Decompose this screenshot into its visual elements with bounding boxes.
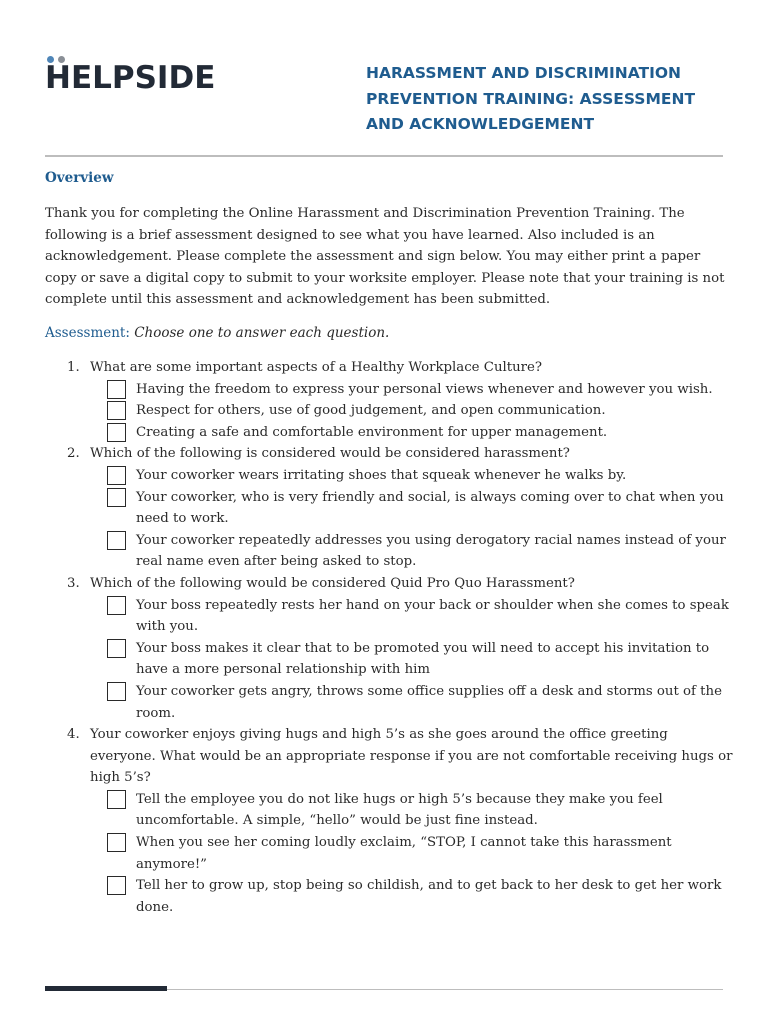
option-text: Your coworker repeatedly addresses you using derogatory racial names instead of your real name even after being asked to stop. — [136, 532, 726, 570]
overview-paragraph: Thank you for completing the Online Harassment and Discrimination Prevention Training. The following is a brief assessment designed to see what you have learned. Also included is an acknowledgement. Please complete the assessment and sign below. You may either print a paper copy or save a digital copy to submit to your worksite employer. Please note that your training is not complete until this assessment and acknowledgement has been submitted. — [45, 206, 725, 308]
option-text: Your boss makes it clear that to be promoted you will need to accept his invitation to have a more personal relationship with him — [136, 640, 710, 678]
question-4 — [45, 724, 735, 918]
question-3 — [45, 573, 735, 724]
answer-checkbox[interactable] — [107, 466, 126, 485]
helpside-logo — [45, 56, 240, 96]
answer-checkbox[interactable] — [107, 682, 126, 701]
assessment-instruction: Choose one to answer each question. — [134, 325, 390, 341]
title-line: HARASSMENT AND DISCRIMINATION — [366, 64, 682, 82]
answer-option — [136, 681, 735, 724]
answer-option — [136, 789, 735, 832]
question-2 — [45, 443, 735, 573]
document-title — [366, 61, 736, 138]
answer-option — [136, 400, 735, 422]
header-divider — [45, 155, 723, 157]
answer-option — [136, 595, 735, 638]
option-text: Creating a safe and comfortable environment for upper management. — [136, 424, 608, 440]
answer-option — [136, 465, 735, 487]
question-number: 4. — [67, 727, 80, 743]
answer-checkbox[interactable] — [107, 380, 126, 399]
question-list — [45, 357, 735, 918]
answer-checkbox[interactable] — [107, 876, 126, 895]
title-line: PREVENTION TRAINING: ASSESSMENT — [366, 89, 696, 108]
option-text: Your coworker gets angry, throws some office supplies off a desk and storms out of the room. — [136, 683, 722, 721]
answer-option — [136, 832, 735, 875]
assessment-heading-line — [45, 325, 389, 341]
question-number: 1. — [67, 360, 80, 375]
option-text: Tell the employee you do not like hugs or high 5’s because they make you feel uncomfortable. A simple, “hello” would be just fine instead. — [136, 791, 663, 829]
option-text: Your coworker, who is very friendly and social, is always coming over to chat when you need to work. — [136, 489, 724, 527]
answer-option — [136, 487, 735, 530]
option-text: Your coworker wears irritating shoes that squeak whenever he walks by. — [136, 467, 627, 483]
logo-wordmark: HELPSIDE — [45, 60, 216, 96]
answer-checkbox[interactable] — [107, 833, 126, 852]
answer-option — [136, 530, 735, 573]
answer-option — [136, 422, 735, 444]
question-number: 2. — [67, 446, 80, 462]
option-text: Tell her to grow up, stop being so childish, and to get back to her desk to get her work done. — [136, 878, 722, 915]
answer-option — [136, 638, 735, 681]
option-text: Your boss repeatedly rests her hand on your back or shoulder when she comes to speak with you. — [136, 597, 729, 635]
option-text: When you see her coming loudly exclaim, “STOP, I cannot take this harassment anymore!” — [136, 835, 672, 872]
answer-checkbox[interactable] — [107, 401, 126, 420]
title-line: AND ACKNOWLEDGEMENT — [366, 115, 595, 133]
question-number: 3. — [67, 575, 80, 591]
answer-checkbox[interactable] — [107, 639, 126, 658]
question-text: Your coworker enjoys giving hugs and high 5’s as she goes around the office greeting everyone. What would be an appropriate response if you are not comfortable receiving hugs or high 5’s? — [90, 727, 733, 786]
answer-checkbox[interactable] — [107, 531, 126, 550]
option-text: Having the freedom to express your personal views whenever and however you wish. — [136, 381, 713, 397]
footer-accent-bar — [45, 986, 167, 991]
question-text: Which of the following would be considered Quid Pro Quo Harassment? — [90, 575, 575, 591]
answer-checkbox[interactable] — [107, 596, 126, 615]
answer-checkbox[interactable] — [107, 790, 126, 809]
option-text: Respect for others, use of good judgement, and open communication. — [136, 403, 606, 419]
answer-option — [136, 379, 735, 401]
overview-heading: Overview — [45, 170, 114, 186]
assessment-heading: Assessment: — [45, 325, 130, 341]
question-text: What are some important aspects of a Healthy Workplace Culture? — [90, 360, 543, 375]
answer-checkbox[interactable] — [107, 423, 126, 442]
answer-option — [136, 875, 735, 918]
question-text: Which of the following is considered would be considered harassment? — [90, 446, 570, 462]
question-1 — [45, 357, 735, 443]
answer-checkbox[interactable] — [107, 488, 126, 507]
